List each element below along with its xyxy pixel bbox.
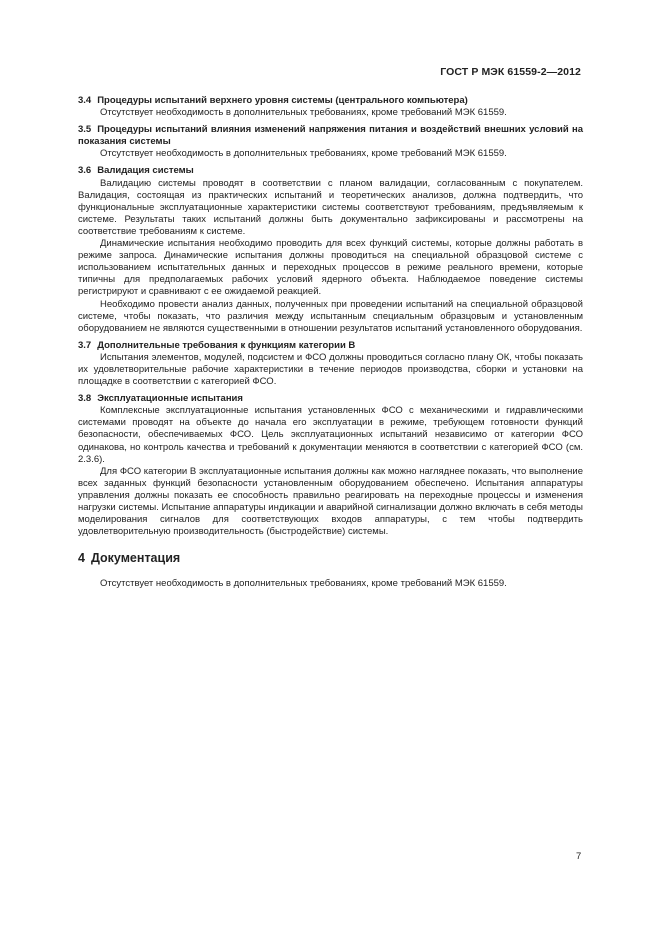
section-3-6-heading xyxy=(78,165,583,177)
section-title: Валидация системы xyxy=(97,165,194,177)
section-title: Эксплуатационные испытания xyxy=(97,393,243,405)
section-4-heading xyxy=(78,552,583,564)
section-title: Документация xyxy=(90,551,181,566)
section-title: Процедуры испытаний верхнего уровня системы (центрального компьютера) xyxy=(97,95,468,106)
section-4-text: Отсутствует необходимость в дополнительных требованиях, кроме требований МЭК 61559. xyxy=(100,578,507,590)
section-3-6-paragraph-1: Валидацию системы проводят в соответствии с планом валидации, согласованным с покупателем. Валидация, состоящая из практических испытаний и теоретических анализов, должна подтвердить, что функциональные эксплуатационные характеристики системы соответствуют требованиям, предъявляемым к системе. Результаты таких испытаний должны быть документально зафиксированы и рассмотрены на соответствие требованиям к системе. xyxy=(78,177,583,237)
section-number: 3.4 xyxy=(78,95,92,106)
section-3-8-paragraph-1: Комплексные эксплуатационные испытания установленных ФСО с механическими и гидравлическими системами проводят на объекте до начала его эксплуатации в режиме, требующем готовности функций безопасности, обеспечиваемых ФСО. Цель эксплуатационных испытаний независимо от категории ФСО одинакова, но контроль качества и требований к документации меняются в соответствии с категорией ФСО (см. 2.3.6). xyxy=(78,405,583,465)
section-3-4-text: Отсутствует необходимость в дополнительных требованиях, кроме требований МЭК 61559. xyxy=(100,107,507,119)
document-body xyxy=(78,95,583,590)
section-3-5-heading xyxy=(78,124,583,148)
section-3-6-paragraph-2: Динамические испытания необходимо проводить для всех функций системы, которые должны работать в режиме запроса. Динамические испытания должны проводиться на специальной образцовой системе с использованием испытательных данных и переходных процессов в режиме реального времени, которые типичны для предполагаемых рабочих условий ядерного объекта. Наблюдаемое поведение системы регистрируют и сравнивают с ее ожидаемой реакцией. xyxy=(78,238,583,298)
section-3-8-heading xyxy=(78,393,583,405)
section-number: 3.5 xyxy=(78,124,92,136)
section-number: 4 xyxy=(78,551,85,566)
section-title: Дополнительные требования к функциям категории В xyxy=(97,339,356,351)
section-3-7-paragraph-1: Испытания элементов, модулей, подсистем и ФСО должны проводиться согласно плану ОК, чтобы показать их удовлетворительные рабочие характеристики в течение периодов производства, сборки и установки на площадке в соответствии с категорией ФСО. xyxy=(78,351,583,388)
section-3-6-paragraph-3: Необходимо провести анализ данных, полученных при проведении испытаний на специальной образцовой системе, чтобы показать, что различия между испытанным специальным образцовым и установленным оборудованием не являются существенными в отношении результатов испытаний установленного оборудования. xyxy=(78,298,583,334)
section-number: 3.8 xyxy=(78,393,92,405)
section-3-7-heading xyxy=(78,340,583,352)
section-title: Процедуры испытаний влияния изменений напряжения питания и воздействий внешних условий на показания системы xyxy=(78,124,583,148)
section-number: 3.7 xyxy=(78,339,92,351)
section-3-4-heading xyxy=(78,95,583,107)
document-id-header: ГОСТ Р МЭК 61559-2—2012 xyxy=(440,66,581,78)
section-number: 3.6 xyxy=(78,165,92,177)
section-3-8-paragraph-2: Для ФСО категории В эксплуатационные испытания должны как можно нагляднее показать, что выполнение всех заданных функций безопасности установленным оборудованием обеспечено. Испытания аппаратуры управления должны показать ее способность правильно реагировать на переходные процессы и изменения нагрузки системы. Испытание аппаратуры индикации и аварийной сигнализации должно включать в себя методы моделирования сигналов для соответствующих входов аппаратуры, с тем чтобы подтвердить удовлетворительную производительность (быстродействие) системы. xyxy=(78,465,583,538)
page-number: 7 xyxy=(576,851,582,862)
section-3-5-text: Отсутствует необходимость в дополнительных требованиях, кроме требований МЭК 61559. xyxy=(100,148,507,160)
